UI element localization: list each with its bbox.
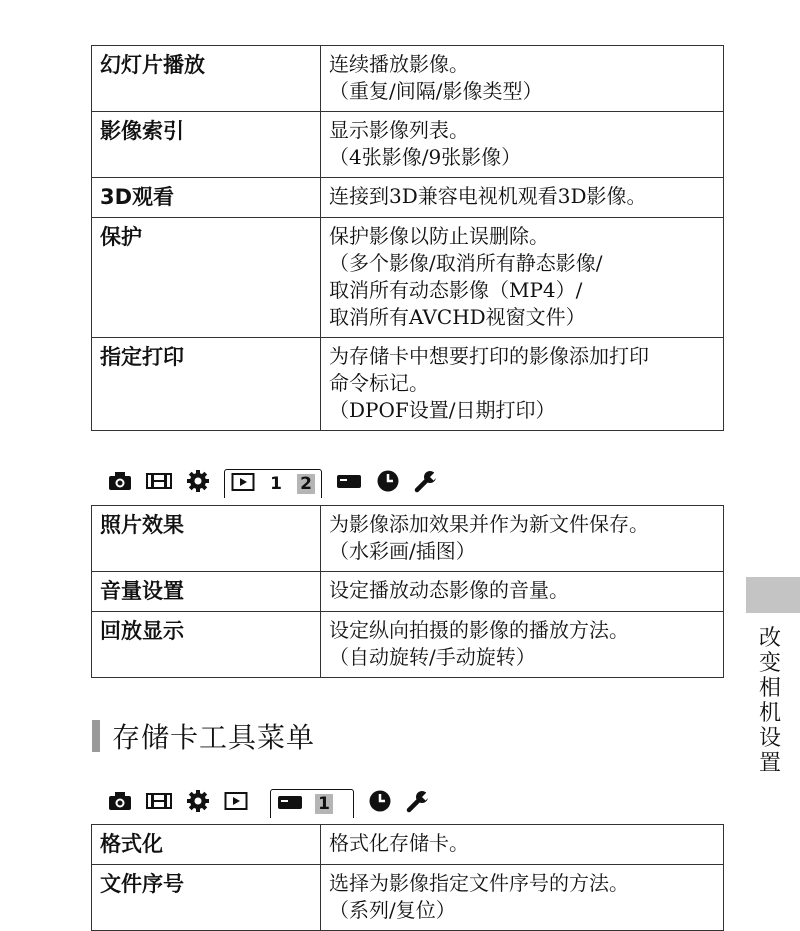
menu-item-desc: 选择为影像指定文件序号的方法。 （系列/复位） [321, 865, 724, 931]
clock-icon [376, 469, 400, 493]
playback-icon [231, 472, 255, 496]
table-row [92, 112, 724, 178]
movie-icon [146, 471, 172, 491]
menu-item-desc: 为影像添加效果并作为新文件保存。 （水彩画/插图） [321, 506, 724, 572]
menu-item-desc: 设定纵向拍摄的影像的播放方法。 （自动旋转/手动旋转） [321, 612, 724, 678]
menu-icon-bar-memory [108, 786, 444, 816]
menu-item-name: 影像索引 [92, 112, 321, 178]
wrench-icon [414, 469, 438, 493]
table-row [92, 572, 724, 612]
playback-icon [224, 791, 248, 811]
playback-menu-table-2 [91, 505, 724, 678]
menu-item-desc: 格式化存储卡。 [321, 825, 724, 865]
memory-card-icon [336, 472, 362, 490]
menu-item-name: 指定打印 [92, 338, 321, 431]
menu-item-name: 幻灯片播放 [92, 46, 321, 112]
section-title: 存储卡工具菜单 [112, 721, 316, 754]
section-marker [92, 720, 100, 752]
menu-item-desc: 连续播放影像。 （重复/间隔/影像类型） [321, 46, 724, 112]
menu-item-desc: 连接到3D兼容电视机观看3D影像。 [321, 178, 724, 218]
memory-card-tab[interactable] [270, 789, 354, 818]
menu-item-name: 音量设置 [92, 572, 321, 612]
side-tab [746, 577, 800, 613]
table-row [92, 506, 724, 572]
menu-item-desc: 保护影像以防止误删除。 （多个影像/取消所有静态影像/ 取消所有动态影像（MP4）/ 取消所有AVCHD视窗文件） [321, 218, 724, 338]
menu-item-desc: 设定播放动态影像的音量。 [321, 572, 724, 612]
menu-item-desc: 显示影像列表。 （4张影像/9张影像） [321, 112, 724, 178]
wrench-icon [406, 789, 430, 813]
table-row [92, 178, 724, 218]
menu-item-name: 3D观看 [92, 178, 321, 218]
page-number: 1 [270, 473, 282, 494]
gear-icon [186, 789, 210, 813]
movie-icon [146, 791, 172, 811]
menu-item-name: 回放显示 [92, 612, 321, 678]
menu-item-name: 格式化 [92, 825, 321, 865]
page-number-active: 2 [297, 474, 315, 494]
gear-icon [186, 469, 210, 493]
table-row [92, 46, 724, 112]
menu-item-name: 文件序号 [92, 865, 321, 931]
side-tab-label: 改 变 相 机 设 置 [758, 626, 781, 776]
clock-icon [368, 789, 392, 813]
table-row [92, 825, 724, 865]
page-number-active: 1 [315, 794, 333, 814]
menu-icon-bar-playback [108, 466, 452, 496]
table-row [92, 218, 724, 338]
section-heading [92, 716, 315, 756]
playback-tab[interactable] [224, 469, 322, 498]
table-row [92, 865, 724, 931]
menu-item-name: 照片效果 [92, 506, 321, 572]
memory-card-icon [277, 793, 303, 815]
table-row [92, 338, 724, 431]
playback-menu-table-1 [91, 45, 724, 431]
camera-icon [108, 471, 132, 491]
menu-item-name: 保护 [92, 218, 321, 338]
table-row [92, 612, 724, 678]
menu-item-desc: 为存储卡中想要打印的影像添加打印 命令标记。 （DPOF设置/日期打印） [321, 338, 724, 431]
camera-icon [108, 791, 132, 811]
memory-menu-table [91, 824, 724, 931]
